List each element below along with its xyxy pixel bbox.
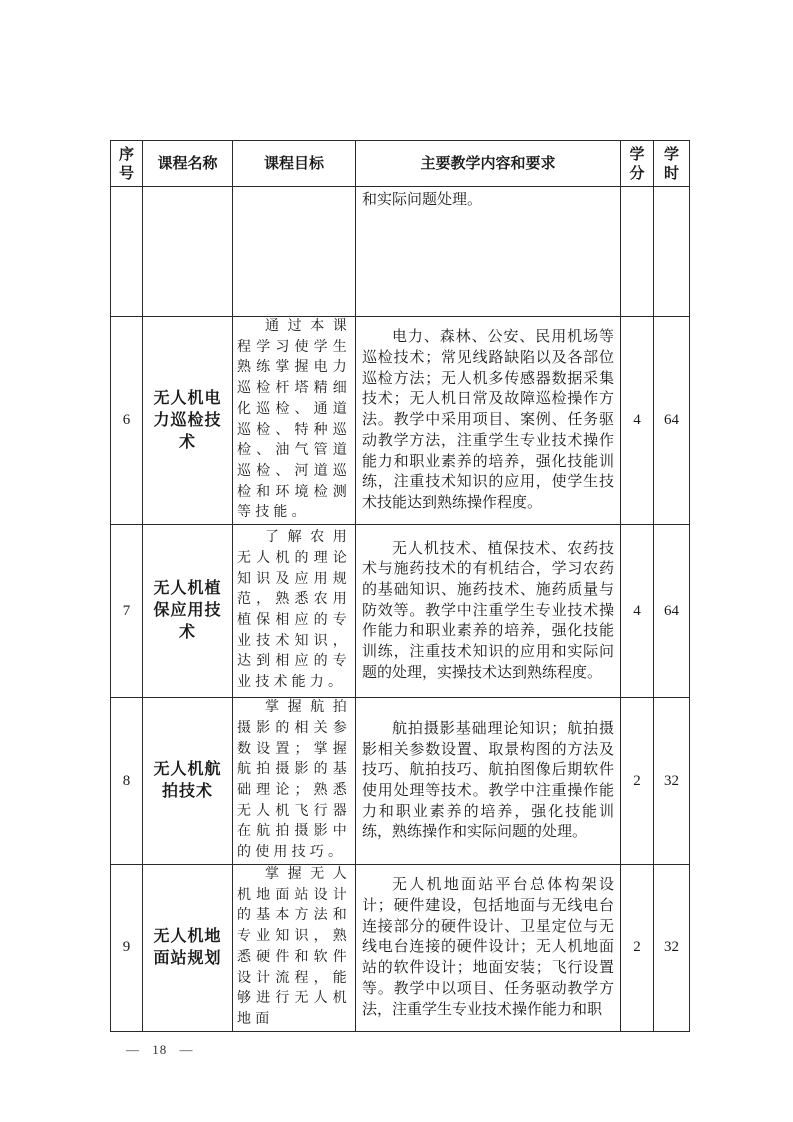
course-hours: 64 [654, 317, 690, 525]
course-credits: 4 [621, 525, 654, 698]
table-row-8 [111, 698, 690, 865]
course-no: 9 [111, 865, 143, 1032]
course-content: 无人机技术、植保技术、农药技术与施药技术的有机结合，学习农药的基础知识、施药技术、施药质量与防效等。教学中注重学生专业技术操作能力和职业素养的培养，强化技能训练，注重技术知识的应用和实际问题的处理，实操技术达到熟练程度。 [356, 525, 621, 698]
header-name-label: 课程名称 [157, 155, 218, 172]
header-cell-no [111, 141, 143, 187]
course-hours: 32 [654, 865, 690, 1032]
header-cell-objective [233, 141, 356, 187]
course-name: 无人机地面站规划 [143, 865, 233, 1032]
header-cell-content [356, 141, 621, 187]
header-credits-label: 学分 [629, 145, 645, 182]
course-name: 无人机电力巡检技术 [143, 317, 233, 525]
course-name: 无人机航拍技术 [143, 698, 233, 865]
course-content: 无人机地面站平台总体构架设计；硬件建设，包括地面与无线电台连接部分的硬件设计、卫星定位与无线电台连接的硬件设计；无人机地面站的软件设计；地面安装；飞行设置等。教学中以项目、任务驱动教学方法，注重学生专业技术操作能力和职 [356, 865, 621, 1032]
table-row-6 [111, 317, 690, 525]
course-no: 7 [111, 525, 143, 698]
table-header-row [111, 141, 690, 187]
course-credits: 4 [621, 317, 654, 525]
course-content: 和实际问题处理。 [356, 187, 621, 317]
table-row-7 [111, 525, 690, 698]
table-row-continuation [111, 187, 690, 317]
course-objective: 掌握无人机地面站设计的基本方法和专业知识，熟悉硬件和软件设计流程，能够进行无人机地面 [233, 865, 356, 1032]
course-credits: 2 [621, 865, 654, 1032]
course-no [111, 187, 143, 317]
course-hours [654, 187, 690, 317]
header-hours-label: 学时 [664, 145, 680, 182]
header-cell-name [143, 141, 233, 187]
course-no: 8 [111, 698, 143, 865]
header-no-label: 序号 [119, 145, 135, 182]
course-credits: 2 [621, 698, 654, 865]
course-name: 无人机植保应用技术 [143, 525, 233, 698]
header-cell-hours [654, 141, 690, 187]
course-objective [233, 187, 356, 317]
table-row-9 [111, 865, 690, 1032]
course-hours: 32 [654, 698, 690, 865]
header-objective-label: 课程目标 [263, 155, 324, 172]
curriculum-table [110, 140, 690, 1032]
course-content: 电力、森林、公安、民用机场等巡检技术；常见线路缺陷以及各部位巡检方法；无人机多传感器数据采集技术；无人机日常及故障巡检操作方法。教学中采用项目、案例、任务驱动教学方法，注重学生专业技术操作能力和职业素养的培养，强化技能训练，注重技术知识的应用，使学生技术技能达到熟练操作程度。 [356, 317, 621, 525]
course-hours: 64 [654, 525, 690, 698]
course-objective: 掌握航拍摄影的相关参数设置；掌握航拍摄影的基础理论；熟悉无人机飞行器在航拍摄影中的使用技巧。 [233, 698, 356, 865]
course-credits [621, 187, 654, 317]
page-number: — 18 — [126, 1042, 194, 1057]
course-objective: 了解农用无人机的理论知识及应用规范，熟悉农用植保相应的专业技术知识，达到相应的专业技术能力。 [233, 525, 356, 698]
course-no: 6 [111, 317, 143, 525]
header-cell-credits [621, 141, 654, 187]
header-content-label: 主要教学内容和要求 [420, 155, 556, 172]
course-content: 航拍摄影基础理论知识；航拍摄影相关参数设置、取景构图的方法及技巧、航拍技巧、航拍图像后期软件使用处理等技术。教学中注重操作能力和职业素养的培养，强化技能训练，熟练操作和实际问题的处理。 [356, 698, 621, 865]
course-name [143, 187, 233, 317]
course-objective: 通过本课程学习使学生熟练掌握电力巡检杆塔精细化巡检、通道巡检、特种巡检、油气管道巡检、河道巡检和环境检测等技能。 [233, 317, 356, 525]
